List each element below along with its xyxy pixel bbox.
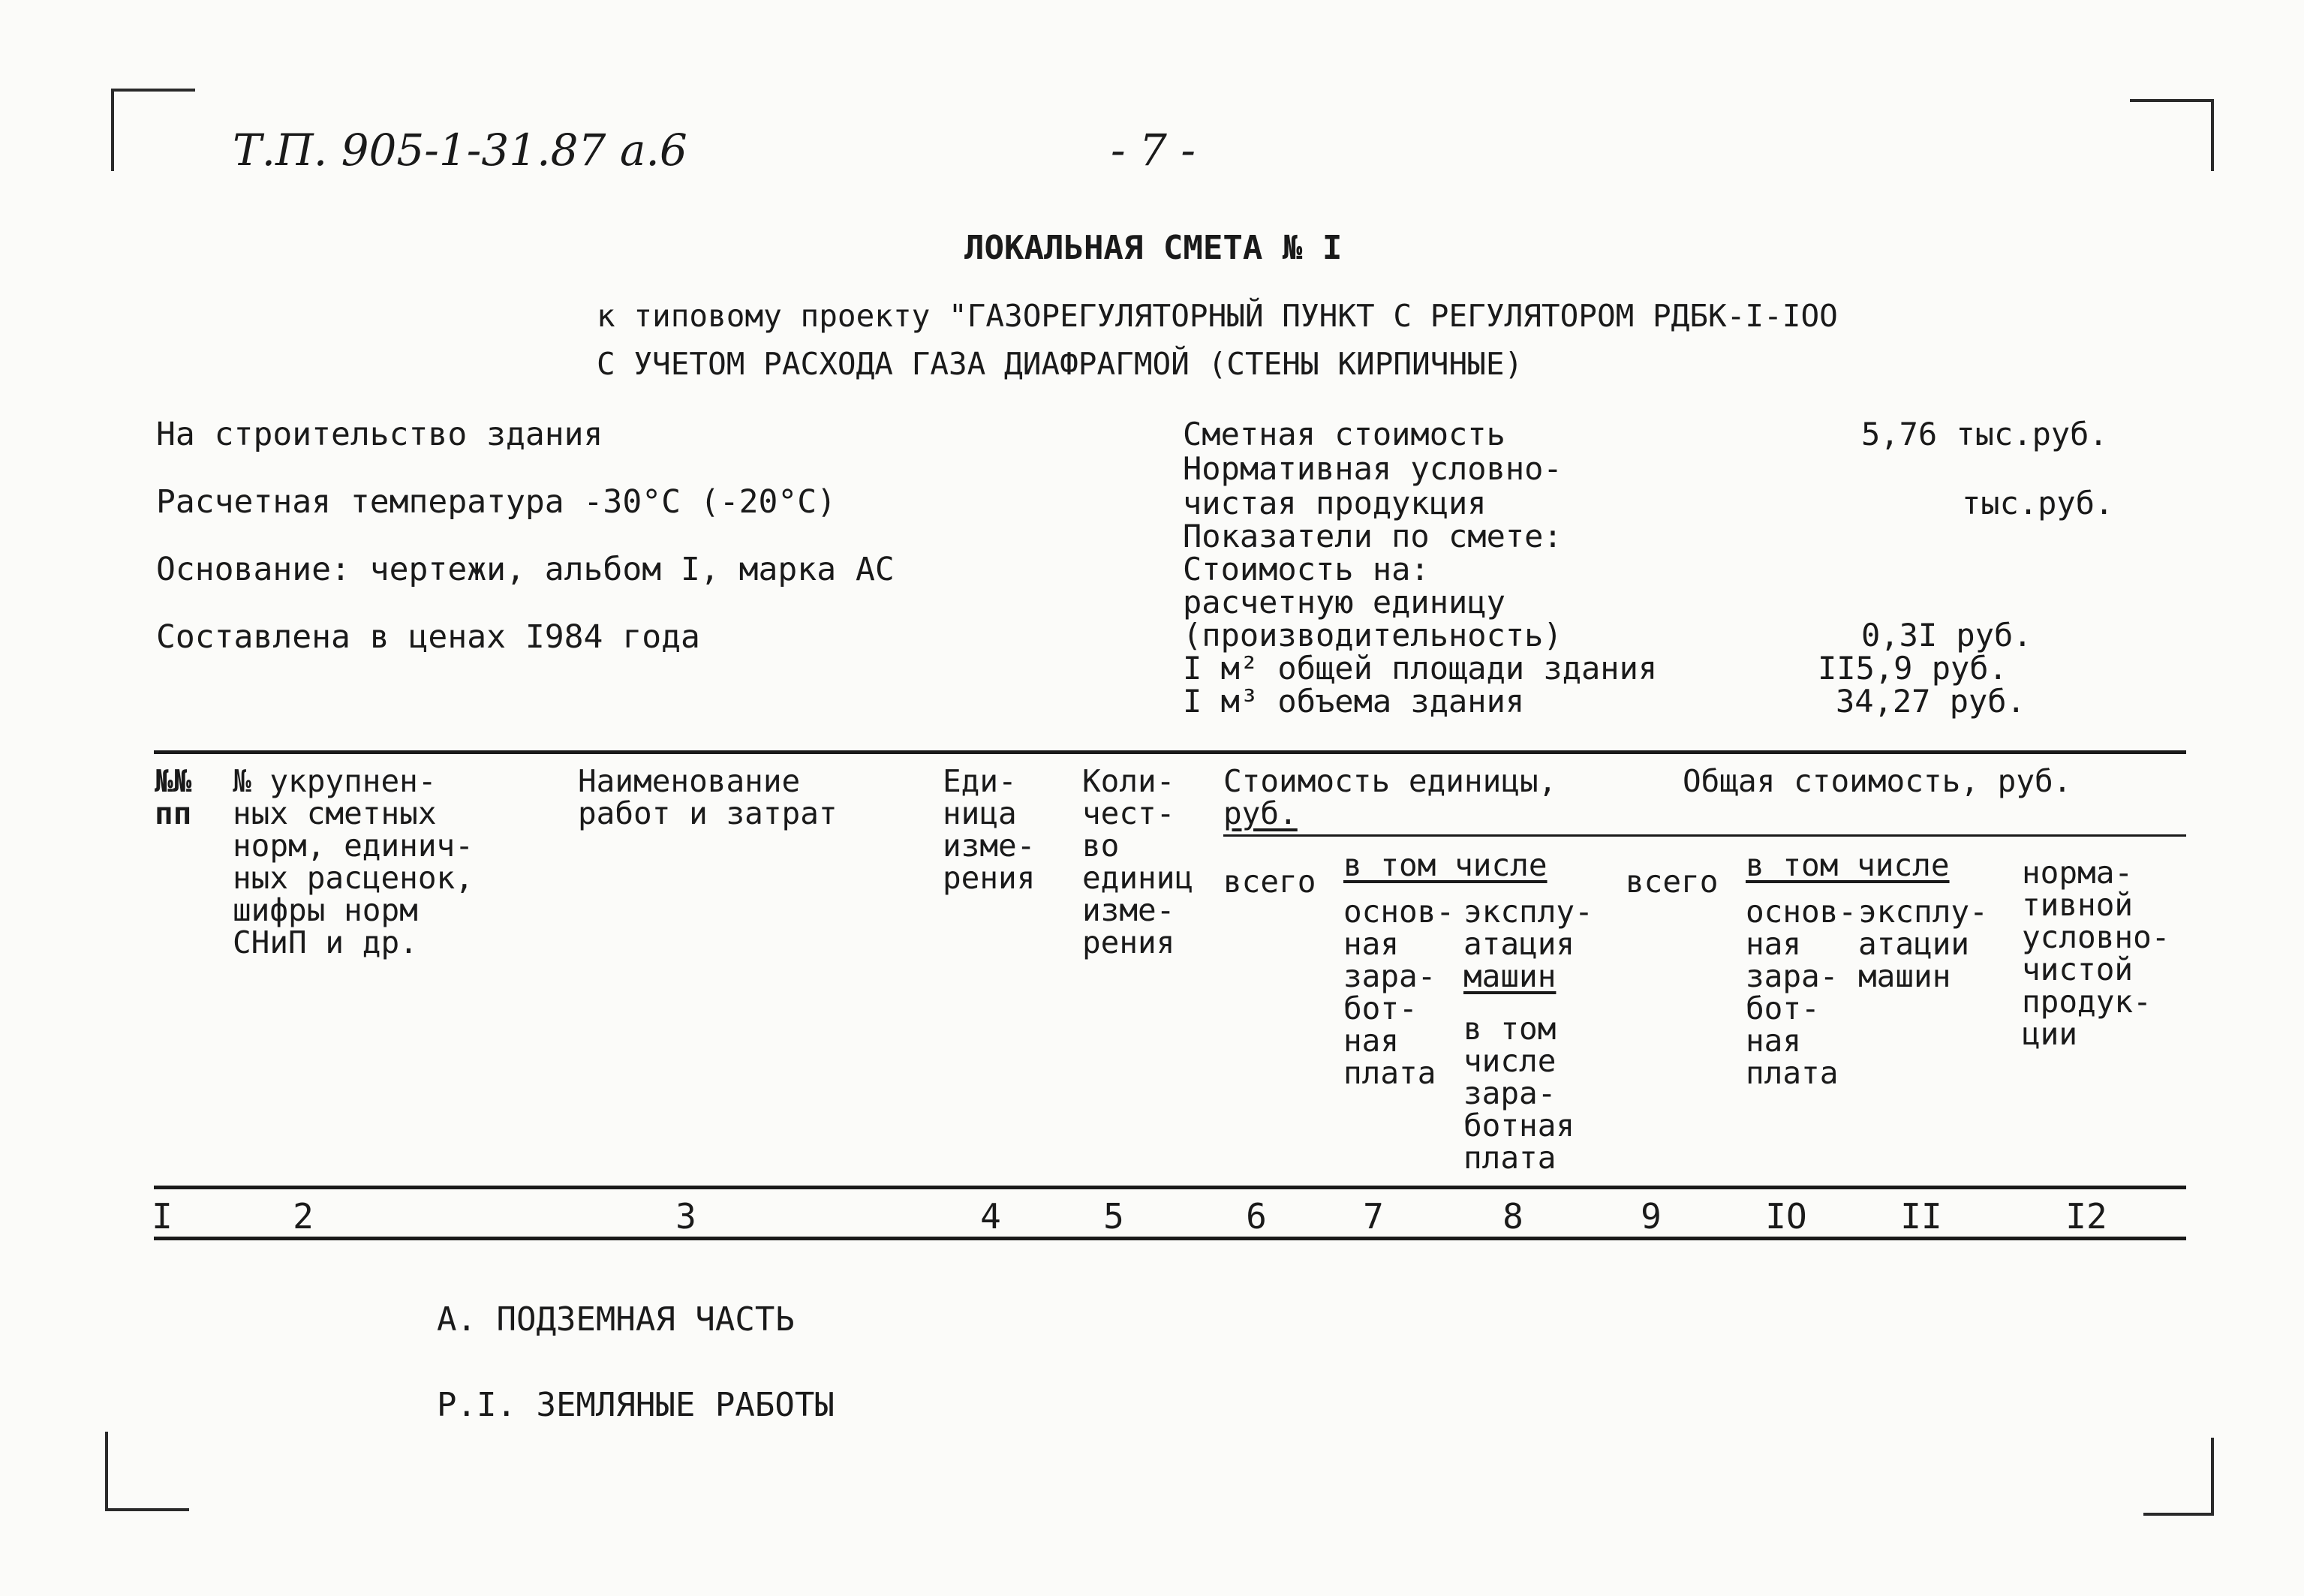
crop-mark-bottom-left-h [105, 1508, 189, 1511]
subsection-heading: Р.I. ЗЕМЛЯНЫЕ РАБОТЫ [437, 1386, 835, 1424]
header-total-base-salary: основ- ная зара- бот- ная плата [1746, 894, 1857, 1091]
column-number: 7 [1363, 1196, 1384, 1237]
summary-label: Нормативная условно- [1183, 450, 1563, 487]
summary-label: (производительность) [1183, 617, 1563, 654]
header-unit-incl: в том числе [1343, 847, 1548, 883]
summary-value: тыс.руб. [1962, 485, 2114, 521]
summary-label: расчетную единицу [1183, 584, 1505, 621]
header-row-number: №№ пп [155, 763, 192, 831]
column-number: 5 [1103, 1196, 1124, 1237]
summary-label: Показатели по смете: [1183, 518, 1563, 555]
header-unit-cost: Стоимость единицы, [1223, 763, 1557, 799]
summary-label: чистая продукция [1183, 485, 1487, 521]
column-number: 9 [1641, 1196, 1662, 1237]
header-work-name: Наименование работ и затрат [578, 763, 838, 831]
header-total-cost: Общая стоимость, руб. [1683, 763, 2072, 799]
column-number: 8 [1502, 1196, 1523, 1237]
column-number: 3 [675, 1196, 696, 1237]
column-number: I2 [2065, 1196, 2107, 1237]
column-number: I [152, 1196, 173, 1237]
header-normative-product: норма- тивной условно- чистой продук- ции [2022, 855, 2170, 1052]
header-total-incl: в том числе [1746, 847, 1950, 883]
section-heading: А. ПОДЗЕМНАЯ ЧАСТЬ [437, 1300, 795, 1339]
crop-mark-bottom-left-v [105, 1432, 108, 1511]
header-unit-machine-op: эксплу- атация [1463, 894, 1593, 962]
document-reference: Т.П. 905-1-31.87 а.6 [233, 125, 687, 176]
column-number: II [1900, 1196, 1942, 1237]
column-numbers-row [0, 1198, 2304, 1238]
crop-mark-bottom-right-h [2143, 1513, 2214, 1516]
info-prices: Составлена в ценах I984 года [156, 618, 700, 656]
header-unit-base-salary: основ- ная зара- бот- ная плата [1343, 894, 1455, 1091]
header-unit: Еди- ница изме- рения [943, 763, 1036, 896]
header-total-total: всего [1626, 864, 1719, 900]
column-number: IO [1765, 1196, 1807, 1237]
column-number: 2 [293, 1196, 314, 1237]
page-number: - 7 - [1111, 125, 1196, 176]
summary-label: Стоимость на: [1183, 551, 1430, 588]
subtitle-line-2: С УЧЕТОМ РАСХОДА ГАЗА ДИАФРАГМОЙ (СТЕНЫ КИРПИЧНЫЕ) [597, 346, 1523, 382]
crop-mark-bottom-right-v [2211, 1438, 2214, 1516]
column-number: 4 [980, 1196, 1001, 1237]
summary-value: II5,9 руб. [1818, 650, 2008, 687]
header-norms: № укрупнен- ных сметных норм, единич- ных расценок, шифры норм СНиП и др. [233, 763, 474, 960]
header-unit-machine-salary: в том числе зара- ботная плата [1463, 1011, 1575, 1176]
summary-value: 5,76 тыс.руб. [1861, 416, 2108, 452]
summary-value: 34,27 руб. [1836, 683, 2026, 720]
header-total-machine-op: эксплу- атации машин [1858, 894, 1988, 994]
summary-label: Сметная стоимость [1183, 416, 1505, 452]
header-quantity: Коли- чест- во единиц изме- рения [1082, 763, 1194, 960]
summary-label: I м³ объема здания [1183, 683, 1525, 720]
info-temperature: Расчетная температура -30°С (-20°С) [156, 483, 837, 521]
header-unit-cost-rub: руб. [1223, 795, 1298, 831]
info-building: На строительство здания [156, 416, 603, 453]
summary-label: I м² общей площади здания [1183, 650, 1658, 687]
summary-value: 0,3I руб. [1861, 617, 2032, 654]
subtitle-line-1: к типовому проекту "ГАЗОРЕГУЛЯТОРНЫЙ ПУНКТ С РЕГУЛЯТОРОМ РДБК-I-IOO [597, 298, 1838, 334]
header-unit-machines: машин [1463, 958, 1557, 994]
info-basis: Основание: чертежи, альбом I, марка АС [156, 551, 895, 588]
page-title: ЛОКАЛЬНАЯ СМЕТА № I [964, 229, 1343, 267]
header-unit-total: всего [1223, 864, 1316, 900]
column-number: 6 [1246, 1196, 1267, 1237]
